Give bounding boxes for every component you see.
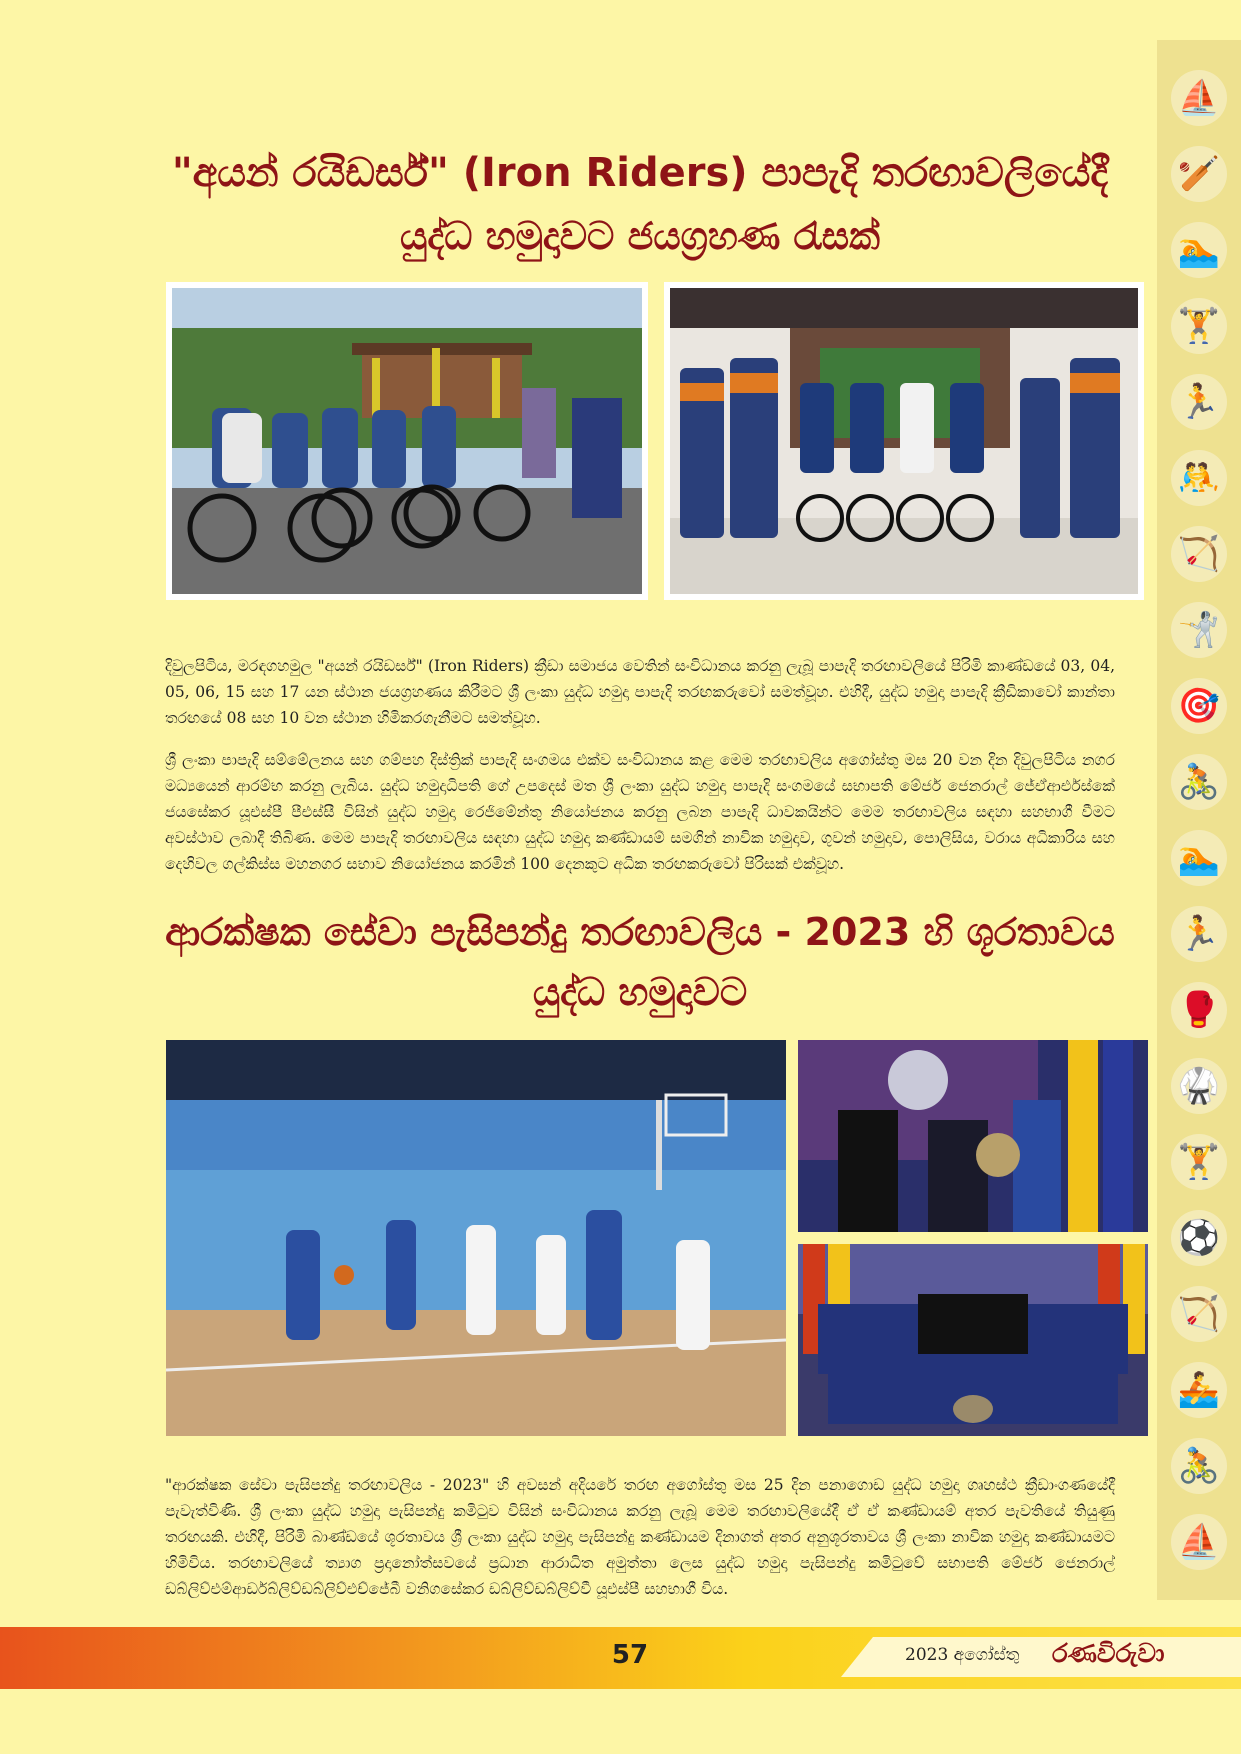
magazine-name: රණවිරුවා [1052, 1639, 1165, 1669]
sports-icon-sidebar [1157, 40, 1241, 1600]
weightlifter-icon: 🏋 [1171, 298, 1227, 354]
section2-title-line1: ආරක්ෂක සේවා පැසිපන්දු තරඟාවලිය - 2023 හි ශූරතාවය [165, 910, 1115, 954]
trophy-presentation-photo [798, 1040, 1148, 1232]
page-number: 57 [611, 1640, 649, 1670]
cycling-team-photo [664, 282, 1144, 600]
cricket-icon: 🏏 [1171, 146, 1227, 202]
section1-title-line1: "අයන් රයිඩර්ස්" (Iron Riders) පාපැදි තරඟාවලියේදී [171, 150, 1109, 196]
archer-icon: 🏹 [1171, 526, 1227, 582]
section1-title-line2: යුද්ධ හමුදාවට ජයග්‍රහණ රැසක් [400, 214, 880, 258]
hurdles-icon: 🏃 [1171, 906, 1227, 962]
football-icon: ⚽ [1171, 1210, 1227, 1266]
kayak-icon: ⛵ [1171, 70, 1227, 126]
fencing-icon: 🤺 [1171, 602, 1227, 658]
section2-paragraph1: "ආරක්ෂක සේවා පැසිපන්දු තරඟාවලිය - 2023" හි අවසන් අදියරේ තරඟ අගෝස්තු මස 25 දින පනාගොඩ යුද්ධ හමුදා ගෘහස්ථ ක්‍රීඩාංගණයේදී පැවැත්විණි. ශ්‍රී ලංකා යුද්ධ හමුදා පැසිපන්දු කමිටුව විසින් සංවිධානය කරනු ලැබූ මෙම තරඟාවලියේදී ඒ ඒ කණ්ඩායම් අතර පැවතියේ තියුණු තරඟයකි. එහිදී, පිරිමි බාණ්ඩයේ ශූරතාවය ශ්‍රී ලංකා යුද්ධ හමුදා පැසිපන්දු කණ්ඩායම දිනාගත් අතර අනුශූරතාවය ශ්‍රී ලංකා නාවික හමුදා කණ්ඩායමට හිමිවිය. තරඟාවලියේ ත්‍යාග ප්‍රදානෝත්සවයේ ප්‍රධාන ආරාධිත අමුත්තා ලෙස යුද්ධ හමුදා පැසිපන්දු කමිටුවේ සභාපති මේජර් ජෙනරාල් ඩබ්ලිව්එම්ආර්ඩබ්ලිව්ඩබ්ලිව්එච්ජේබී වනිගසේකර ඩබ්ලිව්ඩබ්ලිව්වී යූඑස්පී සහභාගී විය. [165, 1475, 1115, 1598]
swimmer-icon: 🏊 [1171, 830, 1227, 886]
archer-icon: 🏹 [1171, 1286, 1227, 1342]
cycling-start-photo [166, 282, 648, 600]
basketball-game-photo [166, 1040, 786, 1436]
swimmer-icon: 🏊 [1171, 222, 1227, 278]
boxing-icon: 🥊 [1171, 982, 1227, 1038]
runner-icon: 🏃 [1171, 374, 1227, 430]
issue-date: 2023 අගෝස්තු [905, 1645, 1020, 1665]
wrestling-icon: 🤼 [1171, 450, 1227, 506]
judo-icon: 🥋 [1171, 1058, 1227, 1114]
rowing-icon: 🚣 [1171, 1362, 1227, 1418]
section1-paragraph2: ශ්‍රී ලංකා පාපැදි සම්මේලනය සහ ගම්පහ දිස්ත්‍රික් පාපැදි සංගමය එක්ව සංවිධානය කළ මෙම තරඟාවලිය අගෝස්තු මස 20 වන දින දිවුලපිටිය නගර මධ්‍යයෙන් ආරම්භ කරනු ලැබිය. යුද්ධ හමුදාධිපති ගේ උපදෙස් මත ශ්‍රී ලංකා යුද්ධ හමුදා පාපැදි සංගමයේ සභාපති මේජර් ජෙනරාල් ජේඒආර්එස්කේ ජයසේකර යූඑස්පී පීඑස්සී විසින් යුද්ධ හමුදා රෙජිමේන්තු නියෝජනය කරනු ලබන පාපැදි ධාවකයින්ට මෙම තරඟාවලිය සඳහා සහභාගී වීමට අවස්ථාව ලබාදී තිබිණ. මෙම පාපැදි තරඟාවලිය සඳහා යුද්ධ හමුදා කණ්ඩායම් සමගින් නාවික හමුදාව, ගුවන් හමුදාව, පොලිසිය, වරාය අධිකාරිය සහ දෙහිවල ගල්කිස්ස මහනගර සභාව නියෝජනය කරමින් 100 දෙනකුට අධික තරඟකරුවෝ පිරිසක් එක්වූහ. [165, 750, 1115, 873]
cyclist-icon: 🚴 [1171, 754, 1227, 810]
sailing-icon: ⛵ [1171, 1514, 1227, 1570]
cyclist-icon: 🚴 [1171, 1438, 1227, 1494]
section2-title-line2: යුද්ධ හමුදාවට [532, 970, 748, 1014]
section1-paragraph1: දිවුලපිටිය, මරඳගහමුල "අයන් රයිඩර්ස්" (Iron Riders) ක්‍රීඩා සමාජය වෙතින් සංවිධානය කරනු ලැබූ පාපැදි තරඟාවලියේ පිරිමි කාණ්ඩයේ 03, 04, 05, 06, 15 සහ 17 යන ස්ථාන ජයග්‍රහණය කිරීමට ශ්‍රී ලංකා යුද්ධ හමුදා පාපැදි තරඟකරුවෝ සමත්වූහ. එහිදී, යුද්ධ හමුදා පාපැදි ක්‍රීඩිකාවෝ කාන්තා තරඟයේ 08 සහ 10 වන ස්ථාන හිමිකරගැනීමට සමත්වූහ. [165, 656, 1115, 727]
footer-masthead-band [841, 1637, 1241, 1677]
weightlifter-icon: 🏋 [1171, 1134, 1227, 1190]
javelin-icon: 🎯 [1171, 678, 1227, 734]
basketball-team-photo [798, 1244, 1148, 1436]
